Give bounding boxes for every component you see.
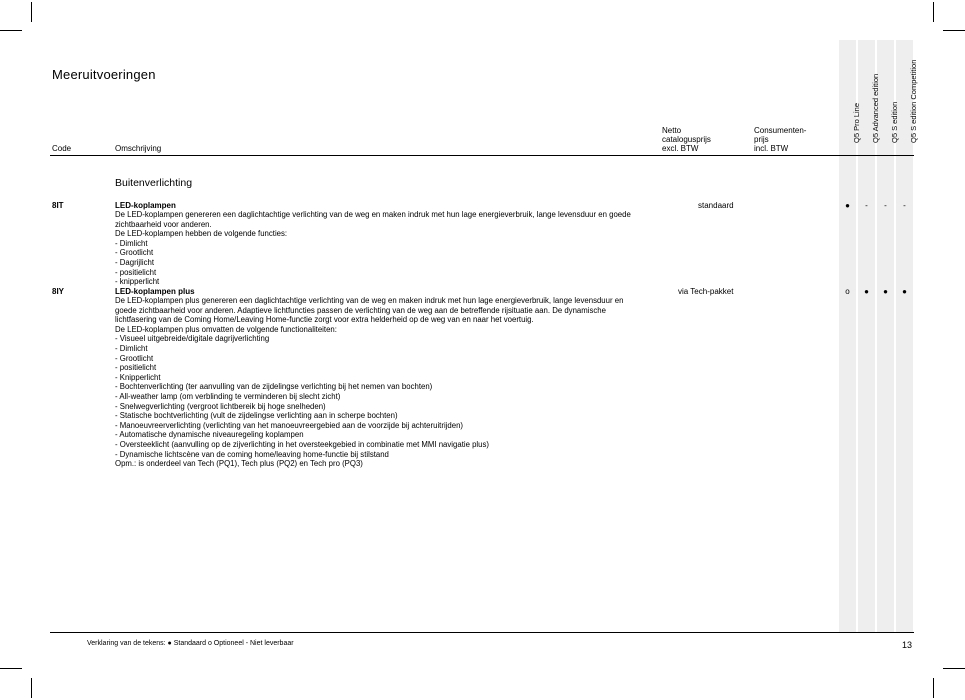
option-price-note: standaard (698, 201, 734, 210)
section-title: Buitenverlichting (115, 177, 193, 189)
description-line: zichtbaarheid voor anderen. (115, 219, 212, 229)
availability-mark: ● (845, 201, 850, 210)
column-header-version (841, 30, 860, 152)
description-line: Opm.: is onderdeel van Tech (PQ1), Tech plus (PQ2) en Tech pro (PQ3) (115, 459, 363, 469)
column-header-code: Code (52, 144, 72, 153)
version-label: Q5 Pro Line (852, 102, 861, 143)
crop-mark (0, 30, 22, 31)
column-header-net-price: Netto catalogusprijs excl. BTW (662, 126, 711, 153)
footer-divider (50, 632, 914, 633)
column-header-version (898, 30, 917, 152)
description-line: - knipperlicht (115, 277, 160, 287)
symbol-legend: Verklaring van de tekens: ● Standaard o Optioneel - Niet leverbaar (87, 640, 294, 647)
description-line: - Statische bochtverlichting (vult de zijdelingse verlichting aan in scherpe bochten) (115, 411, 398, 421)
description-line: De LED-koplampen hebben de volgende functies: (115, 229, 288, 239)
column-header-version (879, 30, 898, 152)
column-header-version (860, 30, 879, 152)
page-number: 13 (902, 640, 913, 650)
crop-mark (943, 668, 965, 669)
description-line: - Visueel uitgebreide/digitale dagrijverlichting (115, 334, 270, 344)
option-description (115, 296, 645, 469)
availability-mark: ● (864, 287, 869, 296)
crop-mark (31, 678, 32, 698)
crop-mark (933, 678, 934, 698)
description-line: - Knipperlicht (115, 372, 161, 382)
column-header-consumer-price: Consumenten- prijs incl. BTW (754, 126, 807, 153)
description-line: - Dagrijlicht (115, 257, 154, 267)
column-header-description: Omschrijving (115, 144, 162, 153)
description-line: De LED-koplampen plus genereren een daglichtachtige verlichting van de weg en maken indruk met hun lage energieverbruik, lange levensduur en (115, 296, 624, 305)
description-line: lichtfasering van de Coming Home/Leaving Home-functie zorgt voor extra helderheid op de weg van en naar het voertuig. (115, 315, 534, 325)
version-label: Q5 Advanced edition (871, 73, 880, 143)
description-line: - Manoeuvreerverlichting (verlichting van het manoeuvreergebied aan de voorzijde bij achteruitrijden) (115, 420, 464, 430)
description-line: - Automatische dynamische niveauregeling koplampen (115, 430, 304, 440)
description-line: - positielicht (115, 267, 157, 277)
option-description (115, 210, 645, 287)
availability-mark: - (884, 201, 887, 210)
header-divider (50, 155, 914, 156)
description-line: - Dimlicht (115, 238, 148, 248)
description-line: goede zichtbaarheid voor anderen. Adaptieve lichtfuncties passen de verlichting van de weg aan de betreffende rijsituatie aan. De dynamische (115, 305, 606, 315)
crop-mark (31, 2, 32, 22)
description-line: - All-weather lamp (om verblinding te verminderen bij slecht zicht) (115, 391, 341, 401)
crop-mark (943, 30, 965, 31)
description-line: - Bochtenverlichting (ter aanvulling van de zijdelingse verlichting bij het nemen van bochten) (115, 382, 433, 392)
option-code: 8IT (52, 201, 64, 210)
version-label: Q5 S edition (890, 101, 899, 143)
availability-mark: - (865, 201, 868, 210)
description-line: De LED-koplampen plus omvatten de volgende functionaliteiten: (115, 324, 337, 334)
availability-mark: ● (902, 287, 907, 296)
description-line: - Oversteeklicht (aanvulling op de zijverlichting in het oversteekgebied in combinatie met MMI navigatie plus) (115, 439, 489, 449)
description-line: - Grootlicht (115, 248, 154, 258)
availability-mark: o (845, 287, 850, 296)
description-line: - Grootlicht (115, 353, 154, 363)
option-title: LED-koplampen plus (115, 287, 195, 296)
option-title: LED-koplampen (115, 201, 176, 210)
option-code: 8IY (52, 287, 65, 296)
description-line: - positielicht (115, 363, 157, 373)
crop-mark (933, 2, 934, 22)
option-price-note: via Tech-pakket (678, 287, 734, 296)
description-line: - Dynamische lichtscène van de coming home/leaving home-functie bij stilstand (115, 449, 389, 459)
crop-mark (0, 668, 22, 669)
page-title: Meeruitvoeringen (52, 67, 156, 82)
availability-mark: - (903, 201, 906, 210)
version-label: Q5 S edition Competition (909, 59, 918, 143)
availability-mark: ● (883, 287, 888, 296)
description-line: De LED-koplampen genereren een daglichtachtige verlichting van de weg en maken indruk met hun lage energieverbruik, lange levensduur en goede (115, 210, 631, 219)
description-line: - Dimlicht (115, 343, 148, 353)
description-line: - Snelwegverlichting (vergroot lichtbereik bij hoge snelheden) (115, 401, 326, 411)
